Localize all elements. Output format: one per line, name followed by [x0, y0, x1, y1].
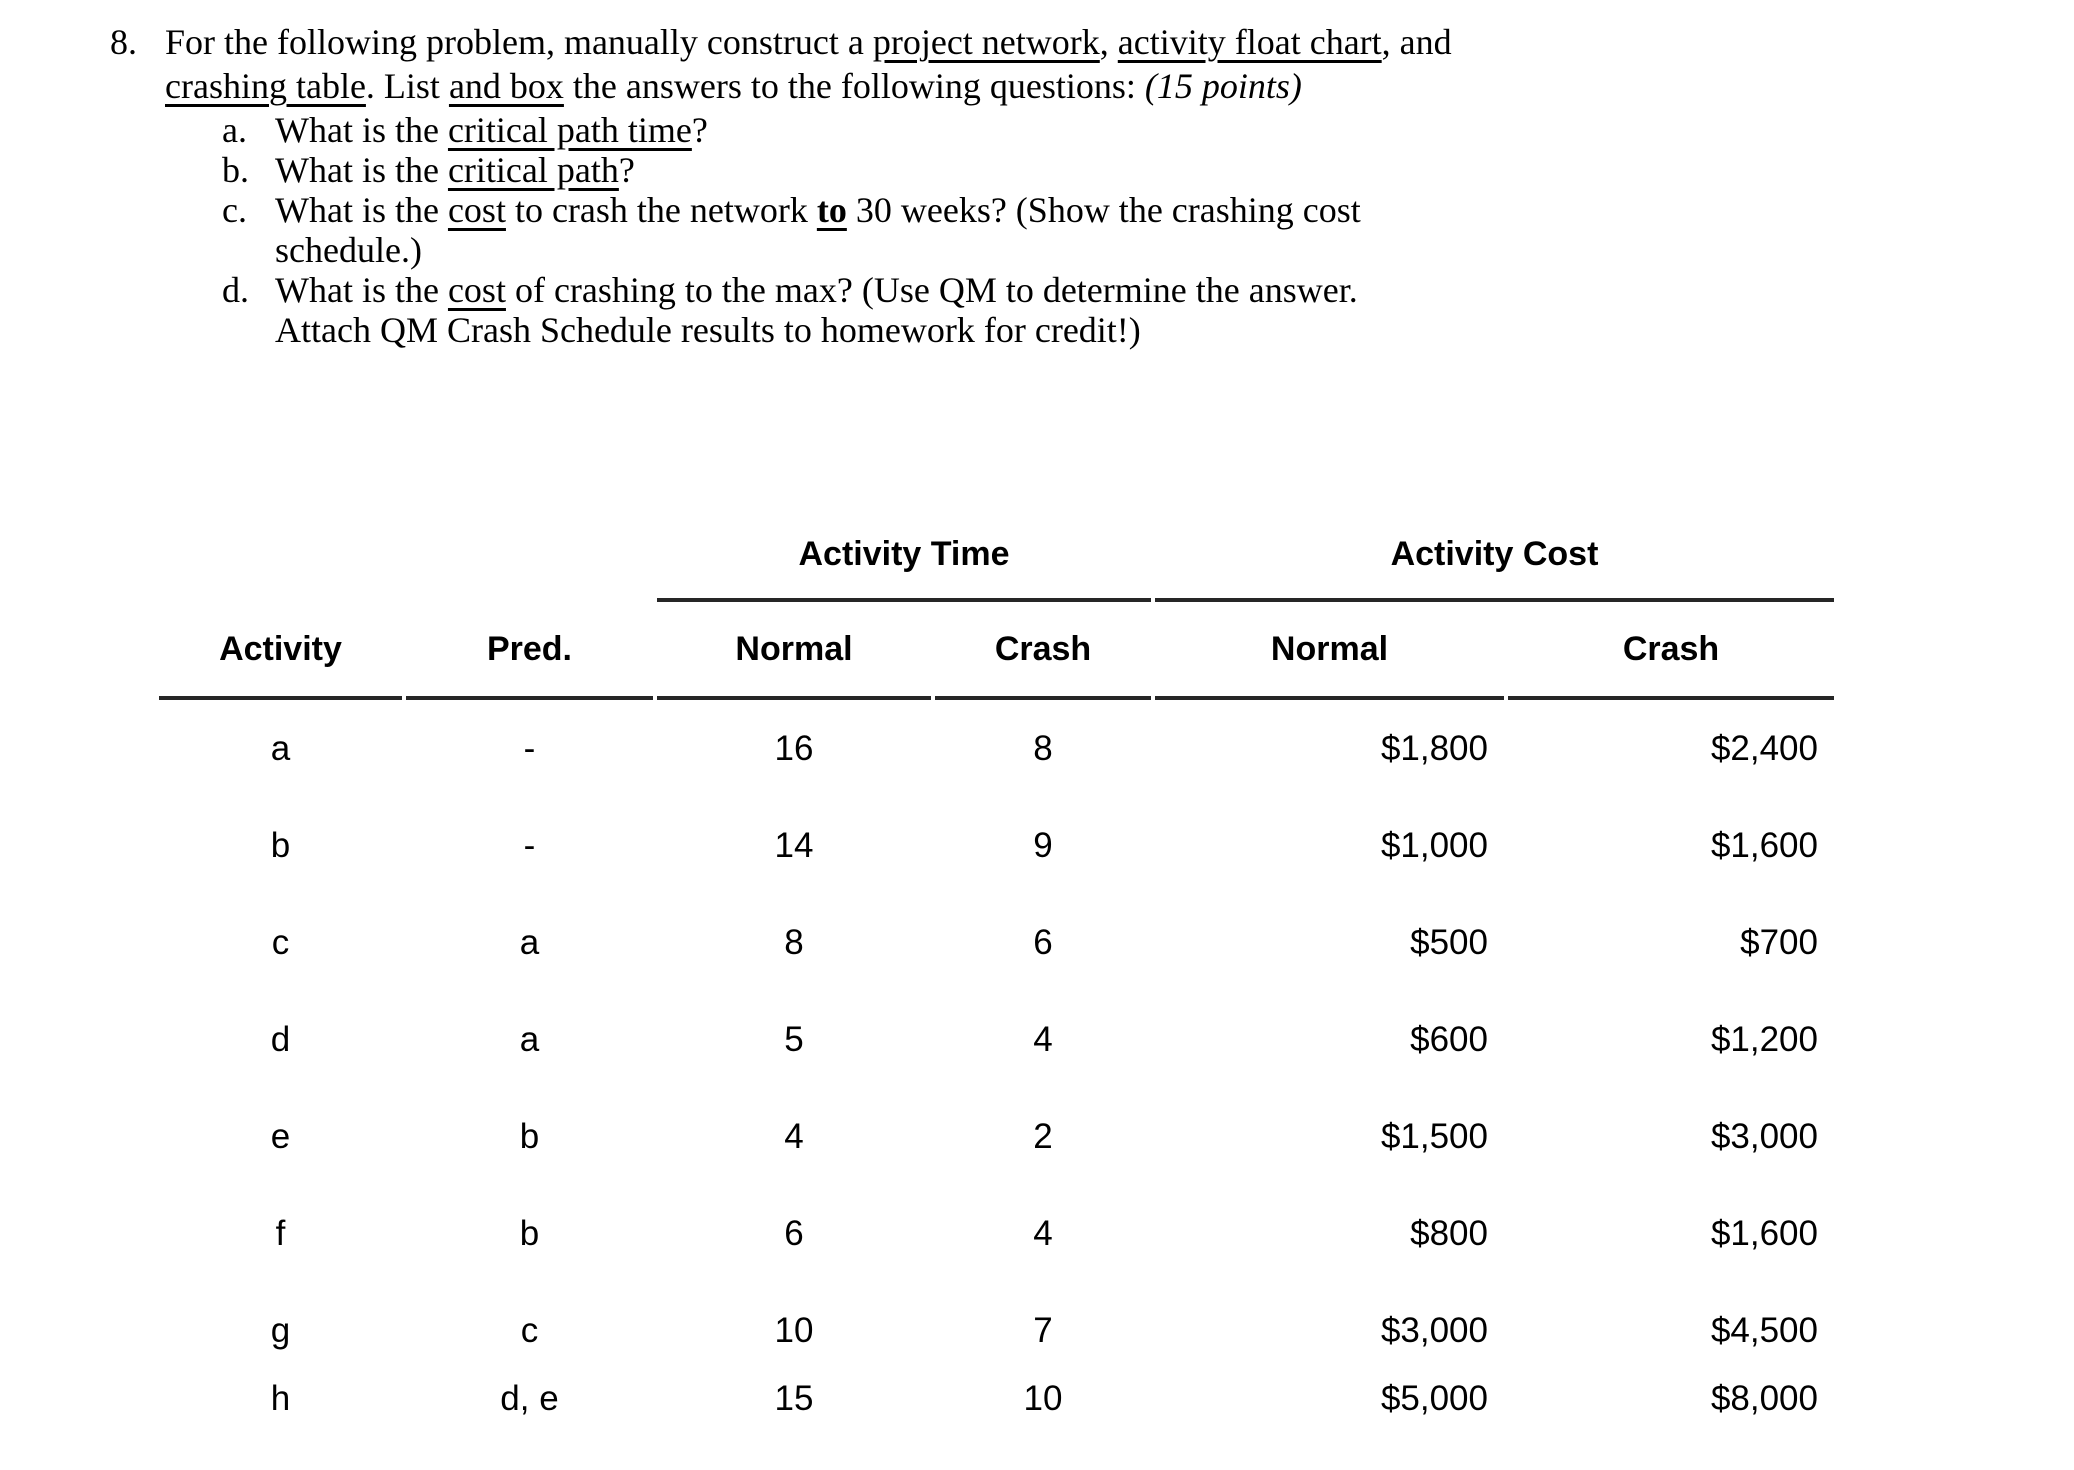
- text-segment: For the following problem, manually construct a: [165, 22, 873, 62]
- question-text: [275, 270, 1358, 350]
- cell-pred: -: [523, 728, 536, 768]
- cell-activity: c: [271, 922, 290, 962]
- cell-activity: a: [270, 728, 291, 768]
- underlined-term: project network: [872, 22, 1100, 62]
- underlined-term: crashing table: [165, 66, 366, 106]
- cell-crash-time: 4: [1033, 1019, 1053, 1059]
- cell-activity: h: [270, 1379, 291, 1418]
- text-segment: What is the: [275, 110, 448, 150]
- cell-normal-time: 5: [784, 1019, 804, 1059]
- cell-crash-time: 10: [1023, 1379, 1063, 1418]
- underlined-term: activity float chart: [1117, 22, 1382, 62]
- cell-crash-cost: $8,000: [1710, 1379, 1818, 1418]
- question-item-a: [165, 110, 1452, 150]
- question-d-line-2: Attach QM Crash Schedule results to homework for credit!): [275, 310, 1141, 350]
- table-row-d: [159, 991, 1834, 1088]
- group-header-activity-cost: Activity Cost: [1155, 510, 1834, 602]
- question-item-d: [165, 270, 1452, 350]
- item-label: c.: [222, 190, 247, 230]
- col-header-activity: Activity: [159, 602, 402, 700]
- underlined-term: critical path: [447, 150, 619, 190]
- intro-line-1: [165, 20, 1452, 64]
- item-label: a.: [222, 110, 247, 150]
- cell-crash-time: 2: [1033, 1116, 1053, 1156]
- cell-normal-cost: $600: [1410, 1019, 1488, 1059]
- problem-number: 8.: [110, 22, 137, 62]
- cell-pred: -: [523, 825, 536, 865]
- cell-normal-cost: $800: [1410, 1213, 1488, 1253]
- points-note: (15 points): [1144, 66, 1302, 106]
- table-row-g: [159, 1282, 1834, 1379]
- text-segment: ?: [691, 110, 708, 150]
- cell-crash-cost: $1,200: [1710, 1019, 1818, 1059]
- cell-pred: b: [519, 1116, 540, 1156]
- cell-activity: e: [270, 1116, 291, 1156]
- cell-pred: b: [519, 1213, 540, 1253]
- cell-crash-cost: $700: [1740, 922, 1818, 962]
- activity-table-section: [155, 510, 2074, 1451]
- table-row-c: [159, 894, 1834, 991]
- text-segment: of crashing to the max? (Use QM to determine the answer.: [505, 270, 1358, 310]
- cell-normal-time: 6: [784, 1213, 804, 1253]
- cell-crash-time: 7: [1033, 1310, 1053, 1350]
- item-label: b.: [222, 150, 249, 190]
- cell-crash-time: 9: [1033, 825, 1053, 865]
- question-list: [165, 110, 1452, 350]
- cell-activity: d: [270, 1019, 291, 1059]
- question-d-line-1: [275, 270, 1358, 310]
- cell-normal-cost: $3,000: [1380, 1310, 1488, 1350]
- question-text: [275, 190, 1361, 270]
- col-header-pred: Pred.: [406, 602, 653, 700]
- text-segment: ?: [618, 150, 635, 190]
- group-header-spacer: [159, 510, 653, 602]
- bold-underlined-term: to: [816, 190, 847, 230]
- cell-crash-time: 4: [1033, 1213, 1053, 1253]
- cell-crash-cost: $4,500: [1710, 1310, 1818, 1350]
- text-segment: . List: [365, 66, 449, 106]
- text-segment: to crash the network: [505, 190, 817, 230]
- cell-crash-time: 6: [1033, 922, 1053, 962]
- intro-line-2: [165, 64, 1452, 108]
- group-header-row: [159, 510, 1834, 602]
- underlined-term: cost: [447, 190, 506, 230]
- table-row-f: [159, 1185, 1834, 1282]
- text-segment: , and: [1381, 22, 1452, 62]
- table-row-h: [159, 1379, 1834, 1451]
- underlined-term: and box: [448, 66, 564, 106]
- col-header-crash-time: Crash: [935, 602, 1151, 700]
- column-header-row: [159, 602, 1834, 700]
- activity-table: [155, 510, 1838, 1451]
- text-segment: What is the: [275, 190, 448, 230]
- cell-activity: f: [275, 1213, 286, 1253]
- problem-section: [0, 0, 2074, 350]
- underlined-term: critical path time: [447, 110, 692, 150]
- item-label: d.: [222, 270, 249, 310]
- table-row-e: [159, 1088, 1834, 1185]
- cell-pred: c: [520, 1310, 539, 1350]
- question-item-b: [165, 150, 1452, 190]
- col-header-normal-cost: Normal: [1155, 602, 1504, 700]
- cell-normal-time: 10: [774, 1310, 814, 1350]
- cell-pred: a: [519, 1019, 540, 1059]
- question-c-line-1: [275, 190, 1361, 230]
- text-segment: the answers to the following questions:: [563, 66, 1145, 106]
- cell-crash-time: 8: [1033, 728, 1053, 768]
- cell-crash-cost: $1,600: [1710, 825, 1818, 865]
- cell-activity: g: [270, 1310, 291, 1350]
- question-c-line-2: schedule.): [275, 230, 422, 270]
- cell-normal-cost: $500: [1410, 922, 1488, 962]
- question-text: [275, 150, 635, 190]
- underlined-term: cost: [447, 270, 506, 310]
- text-segment: ,: [1099, 22, 1118, 62]
- cell-normal-time: 8: [784, 922, 804, 962]
- question-item-c: [165, 190, 1452, 270]
- cell-pred: d, e: [500, 1379, 559, 1418]
- group-header-activity-time: Activity Time: [657, 510, 1151, 602]
- cell-normal-cost: $1,000: [1380, 825, 1488, 865]
- table-row-a: [159, 700, 1834, 797]
- cell-normal-cost: $1,500: [1380, 1116, 1488, 1156]
- col-header-crash-cost: Crash: [1508, 602, 1834, 700]
- cell-crash-cost: $1,600: [1710, 1213, 1818, 1253]
- text-segment: What is the: [275, 150, 448, 190]
- cell-crash-cost: $2,400: [1710, 728, 1818, 768]
- cell-normal-time: 15: [774, 1379, 814, 1418]
- cell-normal-cost: $5,000: [1380, 1379, 1488, 1418]
- cell-normal-time: 16: [774, 728, 814, 768]
- text-segment: What is the: [275, 270, 448, 310]
- cell-normal-time: 14: [774, 825, 814, 865]
- col-header-normal-time: Normal: [657, 602, 931, 700]
- table-row-b: [159, 797, 1834, 894]
- cell-normal-time: 4: [784, 1116, 804, 1156]
- text-segment: 30 weeks? (Show the crashing cost: [846, 190, 1361, 230]
- cell-pred: a: [519, 922, 540, 962]
- cell-activity: b: [270, 825, 291, 865]
- cell-normal-cost: $1,800: [1380, 728, 1488, 768]
- cell-crash-cost: $3,000: [1710, 1116, 1818, 1156]
- question-text: [275, 110, 708, 150]
- problem-body: [165, 20, 1452, 350]
